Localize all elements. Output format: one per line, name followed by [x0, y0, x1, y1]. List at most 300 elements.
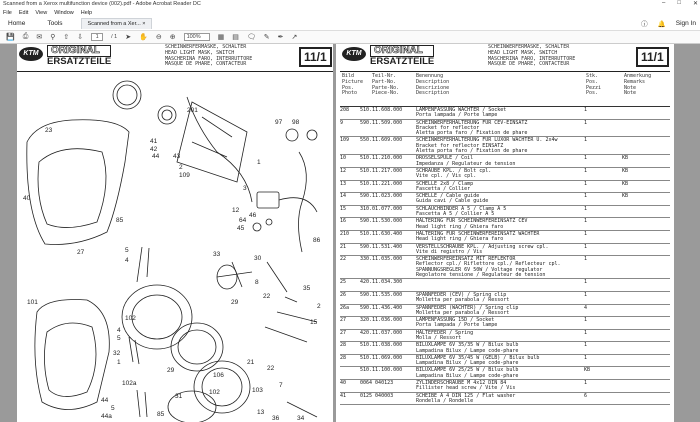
row-pos: 27: [340, 329, 347, 336]
table-row: [340, 292, 670, 305]
row-description-line: Vite di registro / Vis: [416, 248, 483, 255]
part-label: 46: [249, 212, 257, 219]
part-label: 85: [157, 411, 165, 418]
row-description: [416, 232, 586, 243]
row-qty: 1: [584, 342, 588, 349]
col-ben-line: Description: [416, 78, 450, 85]
part-label: 103: [252, 387, 263, 394]
row-part-number: 590.11.023.000: [360, 193, 403, 200]
desc-line: MASQUE DE PHARE, CONTACTEUR: [488, 61, 570, 68]
row-description: [416, 194, 586, 205]
row-note: KB: [622, 193, 629, 200]
row-qty: 1: [584, 354, 588, 361]
row-description-line: DROSSELSPULE / Coil: [416, 155, 474, 162]
col-stk: [586, 74, 601, 97]
minimize-icon[interactable]: –: [662, 0, 666, 6]
row-description-line: Molletta per parabola / Ressort: [416, 309, 510, 316]
row-part-number: 590.11.436.400: [360, 304, 403, 311]
exploded-parts-diagram: [17, 72, 333, 422]
row-description-line: Regolatore tensione / Regulateur de tension: [416, 272, 546, 279]
col-ben-line: Descrizione: [416, 84, 450, 91]
row-qty: 1: [584, 167, 588, 174]
col-stk-line: Stk.: [586, 73, 599, 79]
right-page: [336, 44, 674, 422]
table-row: [340, 193, 670, 206]
print-icon[interactable]: ⎙: [22, 33, 29, 40]
row-description-line: BILUXLAMPE 6V 35/35 W / Bilux bulb: [416, 342, 519, 349]
menu-file[interactable]: File: [3, 9, 12, 16]
save-icon[interactable]: 💾: [6, 34, 15, 41]
row-description-line: SCHELLE 2x8 / Clamp: [416, 180, 474, 187]
row-description-line: BILUXLAMPE 6V 25/25 W / Bilux bulb: [416, 367, 519, 374]
col-ben: [416, 74, 449, 97]
row-description-line: Lampadina Bilux / Lampe code-phare: [416, 372, 519, 379]
row-description: [416, 156, 586, 167]
col-bild-line: Pos.: [342, 84, 355, 91]
row-pos: 27: [340, 317, 347, 324]
part-label: 40: [23, 195, 31, 202]
toolbar: [0, 31, 700, 44]
part-label: 102: [125, 315, 136, 322]
row-description-line: Head light ring / Ghiera faro: [416, 223, 504, 230]
comment-icon[interactable]: 🗨: [246, 34, 256, 41]
highlight-icon[interactable]: ✎: [263, 34, 270, 41]
row-part-number: 590.11.530.000: [360, 218, 403, 225]
row-description-line: Vite cpl. / Vis cpl.: [416, 173, 477, 180]
row-description-line: SCHELLE / Cable guide: [416, 193, 480, 200]
col-bild-line: Photo: [342, 90, 358, 97]
menu-view[interactable]: View: [35, 9, 48, 16]
table-row: [340, 231, 670, 244]
row-description-line: SPANNFEDER (CEV) / Spring clip: [416, 291, 507, 298]
row-pos: 28: [340, 342, 347, 349]
tab-bar: [0, 17, 700, 31]
row-description: [416, 121, 586, 137]
part-label: 22: [267, 365, 275, 372]
desc-line: MASCHERINA FARO, INTERRUTTORE: [165, 55, 253, 62]
table-row: [340, 355, 670, 368]
table-row: [340, 107, 670, 120]
menu-bar: [0, 8, 700, 17]
col-anm-line: Anmerkung: [624, 73, 652, 79]
row-description-line: Head light ring / Ghiera faro: [416, 236, 504, 243]
row-pos: 9: [340, 119, 344, 126]
col-teil-line: Teil-Nr.: [372, 73, 397, 79]
page-number: 11/1: [636, 47, 669, 67]
part-label: 21: [247, 359, 255, 366]
row-description-line: LAMPENFASSUNG 15D / Socket: [416, 317, 495, 324]
col-stk-line: Pos.: [586, 78, 599, 85]
row-part-number: 550.11.609.000: [360, 137, 403, 144]
brand-line2: ERSATZTEILE: [47, 56, 112, 67]
row-description: [416, 138, 586, 154]
row-description-line: Fascetta A 5 / Collier A 5: [416, 211, 495, 218]
table-row: [340, 244, 670, 257]
row-description-line: Rondella / Rondelle: [416, 397, 474, 404]
desc-line: HEAD LIGHT MASK, SWITCH: [165, 49, 235, 56]
row-pos: 41: [340, 392, 347, 399]
desc-line: MASQUE DE PHARE, CONTACTEUR: [165, 61, 247, 68]
row-note: KB: [622, 167, 629, 174]
row-part-number: 510.11.069.000: [360, 354, 403, 361]
close-icon[interactable]: ✕: [692, 1, 698, 7]
part-label: 5: [117, 335, 121, 342]
row-qty: 1: [584, 107, 588, 113]
row-part-number: 510.11.630.400: [360, 230, 403, 237]
tab-home[interactable]: Home: [8, 20, 26, 27]
part-label: 1: [257, 159, 261, 166]
row-description-line: Aletta porta faro / Fixation de phare: [416, 130, 528, 137]
row-description: [416, 245, 586, 256]
table-row: [340, 256, 670, 279]
table-row: [340, 380, 670, 393]
row-description: [416, 368, 586, 379]
col-bild-line: Bild: [342, 73, 355, 79]
row-part-number: 510.11.608.000: [360, 107, 403, 113]
col-anm-line: Remarks: [624, 78, 646, 85]
row-description: [416, 306, 586, 317]
maximize-icon[interactable]: □: [677, 0, 681, 6]
brand-line1: ORIGINAL: [370, 45, 434, 57]
col-stk-line: Pos.: [586, 90, 599, 97]
menu-window[interactable]: Window: [54, 9, 74, 16]
col-teil: [372, 74, 399, 97]
row-description: [416, 343, 586, 354]
left-page: [17, 44, 333, 422]
row-description-line: SCHEIBE A 4 DIN 125 / Flat washer: [416, 392, 516, 399]
tab-tools[interactable]: Tools: [47, 20, 63, 27]
row-description: [416, 331, 586, 342]
row-part-number: 510.11.210.000: [360, 155, 403, 162]
page-description: [165, 45, 252, 68]
brand-line2: ERSATZTEILE: [370, 56, 435, 67]
row-pos: 26a: [340, 304, 350, 311]
help-icon[interactable]: ⓘ: [641, 21, 648, 28]
row-description-line: HALTERING FUR SCHEINWERFEREINSATZ WACHTER: [416, 230, 540, 237]
zoom-select[interactable]: 100%: [184, 33, 210, 41]
row-qty: 4: [584, 304, 588, 311]
row-part-number: 590.11.535.000: [360, 291, 403, 298]
row-part-number: 0064 040123: [360, 380, 394, 387]
row-note: KB: [622, 180, 629, 187]
table-row: [340, 317, 670, 330]
row-qty: 1: [584, 291, 588, 298]
row-description: [416, 207, 586, 218]
part-label: 98: [292, 119, 300, 126]
row-qty: 1: [584, 180, 588, 187]
row-description-line: SCHLAUCHBINDER A 5 / Clamp A 5: [416, 205, 507, 212]
tab-document-label: Scanned from a Xer...: [87, 21, 141, 27]
row-description: [416, 318, 586, 329]
table-row: [340, 393, 670, 406]
desc-line: SCHEINWERFERMASKE, SCHALTER: [488, 44, 570, 50]
col-teil-line: Parte-No.: [372, 84, 400, 91]
col-anm: [624, 74, 651, 97]
title-bar: [0, 0, 700, 8]
table-row: [340, 155, 670, 168]
row-description: [416, 381, 586, 392]
brand-label: [47, 45, 111, 67]
row-pos: 22: [340, 256, 347, 263]
row-qty: 1: [584, 137, 588, 144]
row-note: KB: [622, 155, 629, 162]
row-description-line: Bracket for reflector EINSATZ: [416, 142, 504, 149]
email-icon[interactable]: ✉: [36, 34, 43, 41]
row-qty: 1: [584, 380, 588, 387]
row-part-number: 510.11.221.000: [360, 180, 403, 187]
zoom-in-icon[interactable]: ⊕: [169, 34, 176, 41]
row-pos: 25: [340, 279, 347, 286]
part-label: 34: [297, 415, 305, 422]
part-label: 22: [263, 293, 271, 300]
row-part-number: 590.11.531.400: [360, 243, 403, 250]
part-label: 23: [45, 127, 53, 134]
part-label: 1: [117, 359, 121, 366]
row-description-line: SCHEINWERFERHALTERUNG FUR LUXOR WACHTER U. 2x4w: [416, 137, 558, 144]
row-part-number: 330.11.035.000: [360, 256, 403, 263]
row-pos: 10: [340, 155, 347, 162]
row-pos: 28: [340, 354, 347, 361]
row-qty: 1: [584, 155, 588, 162]
part-label: 44a: [101, 413, 112, 420]
row-description-line: ZYLINDERSCHRAUBE M 4x12 DIN 84: [416, 380, 507, 387]
row-description-line: Porta lampada / Porte lampe: [416, 112, 498, 119]
col-bild: [342, 74, 363, 97]
col-stk-line: Pezzi: [586, 84, 602, 91]
part-label: 97: [275, 119, 283, 126]
table-row: [340, 168, 670, 181]
part-label: 15: [310, 319, 318, 326]
desc-line: HEAD LIGHT MASK, SWITCH: [488, 49, 558, 56]
row-part-number: 510.11.217.000: [360, 167, 403, 174]
row-description-line: Fillister head screw / Vite / Vis: [416, 385, 516, 392]
row-description-line: HALTEFEDER / Spring: [416, 329, 474, 336]
row-part-number: 310.01.077.000: [360, 205, 403, 212]
col-anm-line: Note: [624, 84, 637, 91]
brand-line1: ORIGINAL: [47, 45, 111, 57]
headlight-mask: [27, 120, 129, 245]
col-teil-line: Piece-No.: [372, 90, 400, 97]
scroll-mode-icon[interactable]: ▤: [232, 34, 239, 41]
table-row: [340, 120, 670, 138]
row-pos: 13: [340, 180, 347, 187]
desc-line: SCHEINWERFERMASKE, SCHALTER: [165, 44, 247, 50]
row-qty: 1: [584, 256, 588, 263]
part-label: 86: [313, 237, 321, 244]
table-row: [340, 206, 670, 219]
part-label: 4: [117, 327, 121, 334]
sign-in-button[interactable]: Sign In: [675, 20, 696, 27]
hand-tool-icon[interactable]: ✋: [139, 34, 148, 41]
ktm-logo: KTM: [19, 47, 43, 61]
part-label: 33: [213, 251, 221, 258]
part-label: 7: [279, 382, 283, 389]
row-qty: 6: [584, 392, 588, 399]
row-description-line: SCHEINWERFERHALTERUNG FUR CEV-EINSATZ: [416, 119, 528, 126]
table-row: [340, 367, 670, 380]
part-label: 43: [173, 153, 181, 160]
part-label: 27: [77, 249, 85, 256]
close-tab-icon[interactable]: ×: [142, 21, 146, 27]
desc-line: MASCHERINA FARO, INTERRUTTORE: [488, 55, 576, 62]
row-pos: 26: [340, 291, 347, 298]
part-label: 3: [243, 185, 247, 192]
part-label: 109: [179, 172, 190, 179]
ktm-logo: KTM: [342, 47, 366, 61]
table-row: [340, 137, 670, 155]
row-qty: 1: [584, 205, 588, 212]
part-label: 4: [125, 257, 129, 264]
row-description-line: VERSTELLSCHRAUBE KPL. / Adjusting screw cpl.: [416, 243, 549, 250]
share-icon[interactable]: ↗: [291, 34, 298, 41]
row-pos: 109: [340, 137, 350, 144]
table-row: [340, 279, 670, 292]
part-label: 8: [255, 279, 259, 286]
row-part-number: 510.11.038.000: [360, 342, 403, 349]
row-part-number: 510.11.100.000: [360, 367, 403, 374]
sign-icon[interactable]: ✒: [277, 34, 284, 41]
row-description-line: Fascetta / Collier: [416, 185, 471, 192]
row-part-number: 420.11.037.000: [360, 329, 403, 336]
part-label: 64: [239, 217, 247, 224]
part-label: 44: [101, 397, 109, 404]
row-description-line: Lampadina Bilux / Lampe code-phare: [416, 347, 519, 354]
row-qty: 1: [584, 243, 588, 250]
row-description-line: LAMPENFASSUNG WACHTER / Socket: [416, 107, 507, 113]
row-qty: 1: [584, 329, 588, 336]
lower-mask: [35, 300, 109, 410]
parts-table: [340, 106, 670, 405]
row-part-number: 420.11.034.300: [360, 279, 403, 286]
row-description-line: Impedanza / Regulateur de tension: [416, 160, 516, 167]
table-row: [340, 342, 670, 355]
col-ben-line: Description: [416, 90, 450, 97]
next-page-icon[interactable]: ⇩: [77, 34, 84, 41]
row-qty: 1: [584, 317, 588, 324]
row-pos: 40: [340, 380, 347, 387]
part-label: 201: [187, 107, 198, 114]
col-ben-line: Benennung: [416, 73, 444, 79]
part-label: 45: [237, 225, 245, 232]
window-title: Scanned from a Xerox multifunction device (002).pdf - Adobe Acrobat Reader DC: [3, 1, 201, 7]
row-qty: 1: [584, 218, 588, 225]
right-page-header: [340, 44, 670, 72]
row-description-line: Reflector cpl./ Riflettore cpl./ Reflecteur cpl.: [416, 261, 561, 268]
row-description: [416, 219, 586, 230]
table-row: [340, 305, 670, 318]
row-pos: 14: [340, 193, 347, 200]
row-description: [416, 169, 586, 180]
part-label: 2: [317, 303, 321, 310]
row-part-number: 320.11.036.000: [360, 317, 403, 324]
part-label: 101: [27, 299, 38, 306]
part-label: 12: [232, 207, 240, 214]
row-description-line: Aletta porta faro / Fixation de phare: [416, 148, 528, 155]
part-label: 36: [272, 415, 280, 422]
menu-help[interactable]: Help: [80, 9, 93, 16]
row-pos: 21: [340, 243, 347, 250]
row-qty: KB: [584, 367, 591, 374]
row-pos: 16: [340, 218, 347, 225]
part-label: 2: [179, 164, 183, 171]
zoom-out-icon[interactable]: ⊖: [155, 34, 162, 41]
part-label: 13: [257, 409, 265, 416]
notification-icon[interactable]: 🔔: [657, 20, 666, 28]
part-label: 106: [213, 372, 224, 379]
row-description-line: Bracket for reflector: [416, 124, 480, 131]
left-page-header: [17, 44, 333, 72]
fit-page-icon[interactable]: ▦: [217, 34, 225, 41]
part-label: 41: [150, 138, 158, 145]
col-bild-line: Picture: [342, 78, 364, 85]
row-qty: 1: [584, 279, 588, 286]
row-description-line: Lampadina Bilux / Lampe code-phare: [416, 360, 519, 367]
part-label: 42: [150, 146, 158, 153]
col-teil-line: Part-No.: [372, 78, 397, 85]
search-icon[interactable]: ⚲: [50, 34, 56, 41]
row-description-line: SCHRAUBE KPL. / Bolt cpl.: [416, 167, 492, 174]
part-label: 5: [111, 405, 115, 412]
part-label: 5: [125, 247, 129, 254]
part-label: 29: [231, 299, 239, 306]
row-description-line: Molletta per parabola / Ressort: [416, 297, 510, 304]
row-qty: 1: [584, 230, 588, 237]
part-label: 35: [303, 285, 311, 292]
part-label: 31: [175, 393, 183, 400]
row-description-line: SPANNUNGSREGLER 6V 50W / Voltage regulator: [416, 266, 543, 273]
table-row: [340, 330, 670, 343]
row-description-line: SCHEINWERFEREINSATZ MIT REFLEKTOR: [416, 256, 516, 263]
part-label: 44: [152, 153, 160, 160]
row-description: [416, 356, 586, 367]
row-description-line: HALTERING FUR SCHEINWERFEREINSATZ CEV: [416, 218, 528, 225]
row-part-number: 0125 040003: [360, 392, 394, 399]
page-description: [488, 45, 575, 68]
row-description-line: Guida cavi / Cable guide: [416, 198, 489, 205]
page-input[interactable]: 1: [91, 33, 103, 41]
row-description-line: BILUXLAMPE 6V 35/45 W (GELB) / Bilux bulb: [416, 354, 540, 361]
row-qty: 1: [584, 119, 588, 126]
row-description: [416, 257, 586, 278]
row-description-line: Porta lampada / Porte lampe: [416, 322, 498, 329]
tab-document[interactable]: [81, 18, 153, 29]
table-row: [340, 181, 670, 194]
row-description: [416, 394, 586, 405]
table-row: [340, 218, 670, 231]
row-pos: 208: [340, 107, 350, 113]
part-label: 32: [113, 350, 121, 357]
row-part-number: 590.11.509.000: [360, 119, 403, 126]
row-qty: 1: [584, 193, 588, 200]
select-tool-icon[interactable]: ➤: [125, 34, 132, 41]
row-description: [416, 182, 586, 193]
page-number: 11/1: [299, 47, 332, 67]
page-total: / 1: [111, 34, 118, 40]
brand-label: [370, 45, 434, 67]
menu-edit[interactable]: Edit: [18, 9, 29, 16]
row-pos: 210: [340, 230, 350, 237]
row-pos: 12: [340, 167, 347, 174]
row-description-line: SPANNFEDER (WACHTER) / Spring clip: [416, 304, 519, 311]
row-description-line: Molla / Ressort: [416, 334, 462, 341]
part-label: 102: [209, 389, 220, 396]
part-label: 102a: [122, 380, 137, 387]
part-label: 85: [116, 217, 124, 224]
part-label: 29: [167, 367, 175, 374]
part-label: 30: [254, 255, 262, 262]
row-pos: 15: [340, 205, 347, 212]
prev-page-icon[interactable]: ⇧: [63, 34, 70, 41]
